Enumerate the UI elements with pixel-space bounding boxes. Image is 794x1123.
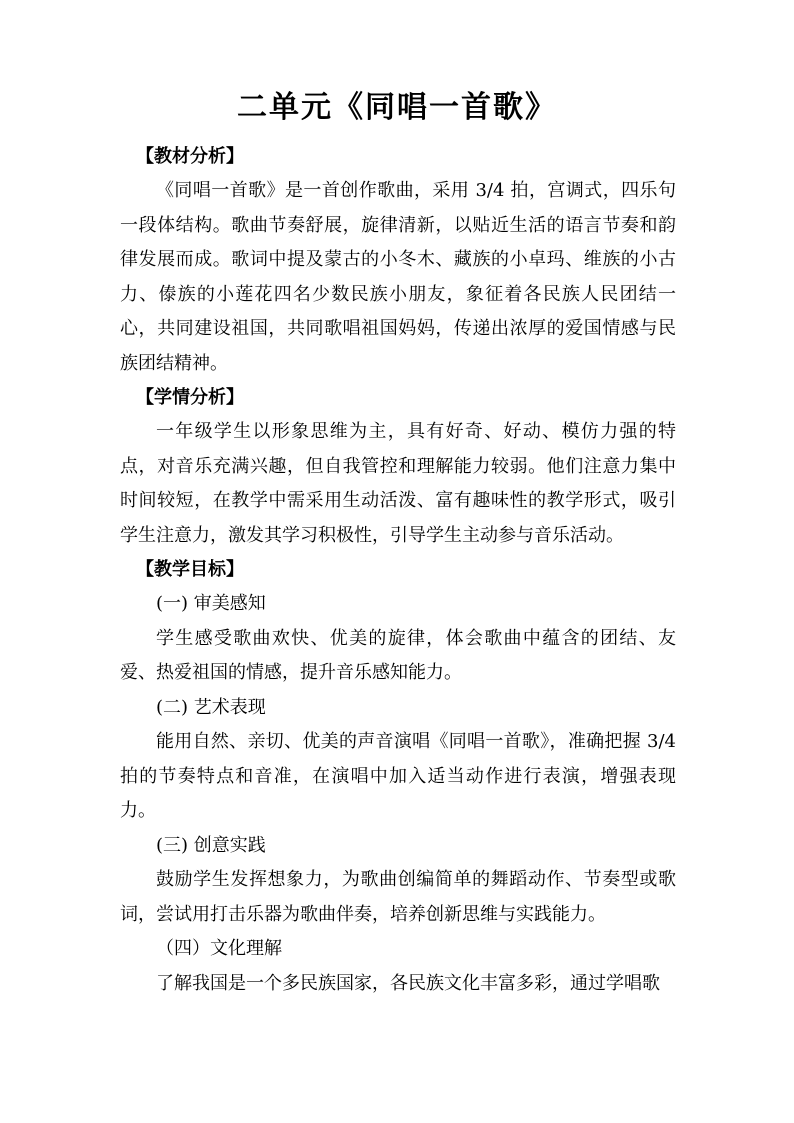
goal-text-creative-practice: 鼓励学生发挥想象力，为歌曲创编简单的舞蹈动作、节奏型或歌词，尝试用打击乐器为歌曲伴奏，培养创新思维与实践能力。 xyxy=(120,869,676,925)
section-heading-teaching-goals: 【教学目标】 xyxy=(136,559,244,580)
document-body xyxy=(120,140,676,1001)
document-title: 二单元《同唱一首歌》 xyxy=(237,90,557,125)
goal-label-aesthetic-perception: (一) 审美感知 xyxy=(156,593,266,614)
goal-text-cultural-understanding: 了解我国是一个多民族国家，各民族文化丰富多彩，通过学唱歌 xyxy=(156,972,660,994)
section-heading-learner-analysis: 【学情分析】 xyxy=(136,387,244,408)
learner-analysis-paragraph: 一年级学生以形象思维为主，具有好奇、好动、模仿力强的特点，对音乐充满兴趣，但自我管控和理解能力较弱。他们注意力集中时间较短，在教学中需采用生动活泼、富有趣味性的教学形式，吸引学生注意力，激发其学习积极性，引导学生主动参与音乐活动。 xyxy=(120,421,676,546)
goal-text-aesthetic-perception: 学生感受歌曲欢快、优美的旋律，体会歌曲中蕴含的团结、友爱、热爱祖国的情感，提升音乐感知能力。 xyxy=(120,627,676,683)
section-heading-textbook-analysis: 【教材分析】 xyxy=(136,146,244,167)
textbook-analysis-paragraph: 《同唱一首歌》是一首创作歌曲，采用 3/4 拍，宫调式，四乐句一段体结构。歌曲节奏舒展，旋律清新，以贴近生活的语言节奏和韵律发展而成。歌词中提及蒙古的小冬木、藏族的小卓玛、维族的小古力、傣族的小莲花四名少数民族小朋友，象征着各民族人民团结一心，共同建设祖国，共同歌唱祖国妈妈，传递出浓厚的爱国情感与民族团结精神。 xyxy=(120,180,676,374)
goal-label-artistic-expression: (二) 艺术表现 xyxy=(156,696,266,718)
goal-text-artistic-expression: 能用自然、亲切、优美的声音演唱《同唱一首歌》，准确把握 3/4 拍的节奏特点和音准，在演唱中加入适当动作进行表演，增强表现力。 xyxy=(120,731,676,821)
goal-label-cultural-understanding: （四）文化理解 xyxy=(156,938,282,959)
goal-label-creative-practice: (三) 创意实践 xyxy=(156,834,266,856)
